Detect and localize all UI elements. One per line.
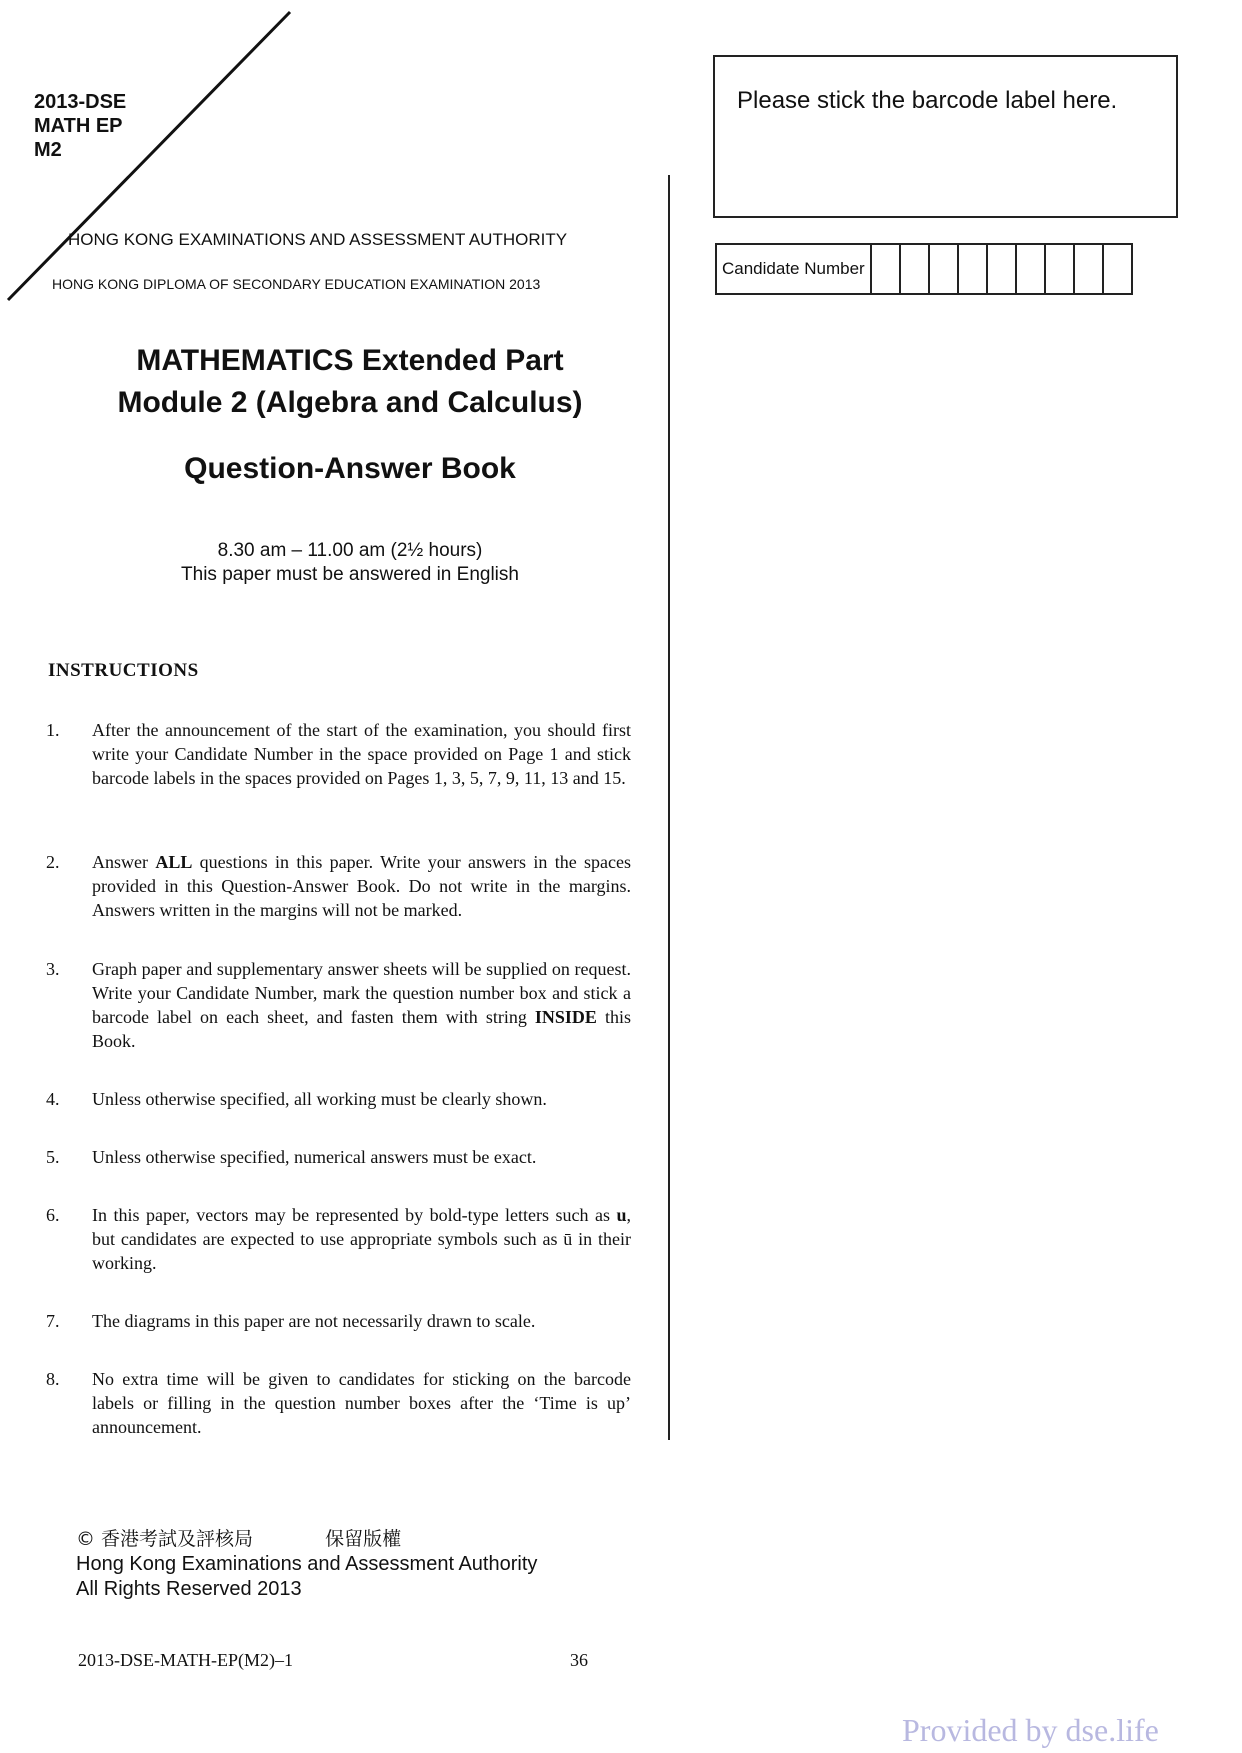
copyright-rights: All Rights Reserved 2013 <box>76 1578 302 1600</box>
paper-code-line: 2013-DSE <box>34 91 127 113</box>
candidate-number-box <box>715 243 1133 295</box>
instruction-text: Unless otherwise specified, numerical answers must be exact. <box>92 1147 537 1167</box>
candidate-number-cell <box>1075 245 1104 293</box>
candidate-number-label: Candidate Number <box>717 245 872 293</box>
copyright-block <box>76 1527 537 1602</box>
instruction-item <box>46 1145 631 1169</box>
paper-code-block <box>34 90 126 162</box>
instruction-item <box>46 1309 631 1333</box>
copyright-chinese-org: © 香港考試及評核局 <box>76 1528 254 1550</box>
instruction-item <box>46 718 631 790</box>
paper-code-line: M2 <box>34 139 62 161</box>
instruction-item <box>46 1087 631 1111</box>
instruction-text: Answer ALL questions in this paper. Write your answers in the spaces provided in this Question-Answer Book. Do not write in the margins. Answers written in the margins will not be marked. <box>92 852 631 920</box>
instruction-number: 2. <box>46 852 60 872</box>
candidate-number-cell <box>930 245 959 293</box>
provided-by-watermark: Provided by dse.life <box>902 1712 1159 1748</box>
module-title: Module 2 (Algebra and Calculus) <box>117 386 583 419</box>
page-divider-line <box>668 175 670 1440</box>
copyright-chinese-rights: 保留版權 <box>325 1528 402 1550</box>
instruction-number: 6. <box>46 1205 60 1225</box>
paper-title: MATHEMATICS Extended Part <box>136 344 564 377</box>
copyright-english-org: Hong Kong Examinations and Assessment Authority <box>76 1553 538 1575</box>
candidate-number-cell <box>988 245 1017 293</box>
candidate-number-cell <box>901 245 930 293</box>
book-title: Question-Answer Book <box>184 452 516 485</box>
footer-page-number: 36 <box>570 1650 588 1670</box>
language-note: This paper must be answered in English <box>181 564 519 585</box>
candidate-number-cell <box>1046 245 1075 293</box>
instruction-text: Unless otherwise specified, all working must be clearly shown. <box>92 1089 547 1109</box>
instruction-item <box>46 1367 631 1439</box>
instruction-text: The diagrams in this paper are not necessarily drawn to scale. <box>92 1311 536 1331</box>
authority-name: HONG KONG EXAMINATIONS AND ASSESSMENT AUTHORITY <box>68 230 568 249</box>
barcode-label-box <box>713 55 1178 218</box>
instruction-item <box>46 1203 631 1275</box>
instruction-number: 1. <box>46 720 60 740</box>
candidate-number-cells <box>872 245 1131 293</box>
paper-code-line: MATH EP <box>34 115 123 137</box>
barcode-label-text: Please stick the barcode label here. <box>737 87 1118 114</box>
candidate-number-cell <box>959 245 988 293</box>
instruction-text: In this paper, vectors may be represented by bold-type letters such as u, but candidates are expected to use appropriate symbols such as ū in their working. <box>92 1205 631 1273</box>
candidate-number-cell <box>872 245 901 293</box>
instruction-number: 7. <box>46 1311 60 1331</box>
instruction-text: After the announcement of the start of the examination, you should first write your Candidate Number in the space provided on Page 1 and stick barcode labels in the spaces provided on Pages 1, 3, 5, 7, 9, 11, 13 and 15. <box>92 720 631 788</box>
instruction-number: 4. <box>46 1089 60 1109</box>
instruction-number: 8. <box>46 1369 60 1389</box>
instruction-item <box>46 850 631 922</box>
footer-paper-code: 2013-DSE-MATH-EP(M2)–1 <box>78 1650 293 1670</box>
instruction-number: 3. <box>46 959 60 979</box>
candidate-number-cell <box>1104 245 1131 293</box>
candidate-number-cell <box>1017 245 1046 293</box>
exam-time: 8.30 am – 11.00 am (2½ hours) <box>217 540 483 561</box>
instructions-heading: INSTRUCTIONS <box>48 660 199 681</box>
instruction-text: Graph paper and supplementary answer sheets will be supplied on request. Write your Candidate Number, mark the question number box and stick a barcode label on each sheet, and fasten them with string INSIDE this Book. <box>92 959 631 1051</box>
instruction-number: 5. <box>46 1147 60 1167</box>
instruction-item <box>46 957 631 1053</box>
instruction-text: No extra time will be given to candidates for sticking on the barcode labels or filling in the question number boxes after the ‘Time is up’ announcement. <box>92 1369 631 1437</box>
exam-name: HONG KONG DIPLOMA OF SECONDARY EDUCATION EXAMINATION 2013 <box>52 276 541 292</box>
